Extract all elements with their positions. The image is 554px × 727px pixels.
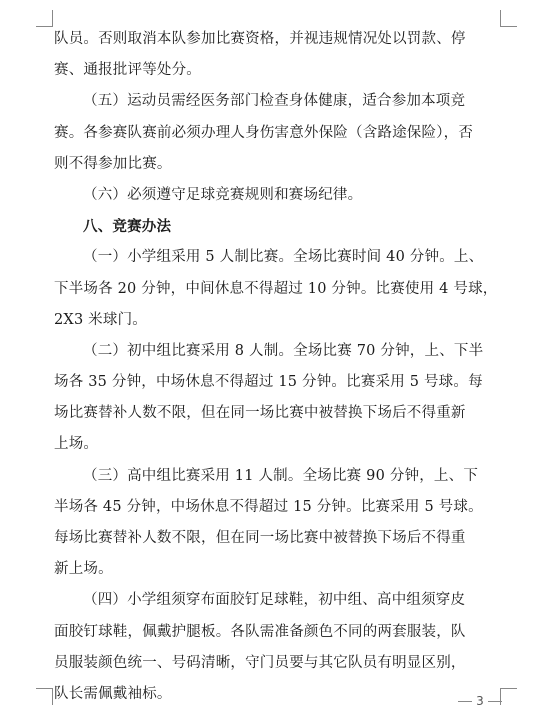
text-line: 赛、通报批评等处分。 [54,62,201,79]
text-line: （一）小学组采用 5 人制比赛。全场比赛时间 40 分钟。上、 [83,249,484,266]
text-line: 赛。各参赛队赛前必须办理人身伤害意外保险（含路途保险），否 [54,124,474,141]
text-line: 场各 35 分钟，中场休息不得超过 15 分钟。比赛采用 5 号球。每 [54,374,483,391]
text-line: 下半场各 20 分钟，中间休息不得超过 10 分钟。比赛使用 4 号球， [54,280,498,297]
document-body [54,24,500,710]
text-line: 2X3 米球门。 [54,311,147,328]
margin-corner-top-left [36,10,53,27]
text-line: 员服装颜色统一、号码清晰，守门员要与其它队员有明显区别， [54,654,466,671]
text-line: （四）小学组须穿布面胶钉足球鞋，初中组、高中组须穿皮 [83,592,466,609]
text-line: 面胶钉球鞋，佩戴护腿板。各队需准备颜色不同的两套服装，队 [54,623,466,640]
text-line: （二）初中组比赛采用 8 人制。全场比赛 70 分钟，上、下半 [83,342,484,359]
footer-dash-right [488,701,502,702]
footer-dash-left [458,701,472,702]
text-line: 场比赛替补人数不限，但在同一场比赛中被替换下场后不得重新 [54,405,466,422]
text-line: （五）运动员需经医务部门检查身体健康，适合参加本项竞 [83,93,466,110]
page-footer [450,694,510,714]
margin-corner-bottom-left [36,688,53,705]
page-number: 3 [476,694,484,708]
text-line: （六）必须遵守足球竞赛规则和赛场纪律。 [83,186,363,203]
section-heading: 八、竞赛办法 [83,218,172,236]
text-line: 新上场。 [54,561,113,578]
margin-corner-top-right [500,10,517,27]
text-line: 则不得参加比赛。 [54,155,172,172]
text-line: 每场比赛替补人数不限，但在同一场比赛中被替换下场后不得重 [54,530,466,546]
text-line: 队员。否则取消本队参加比赛资格，并视违规情况处以罚款、停 [54,31,466,47]
text-line: （三）高中组比赛采用 11 人制。全场比赛 90 分钟，上、下 [83,467,479,484]
text-line: 上场。 [54,436,99,453]
text-line: 队长需佩戴袖标。 [54,685,172,702]
text-line: 半场各 45 分钟，中场休息不得超过 15 分钟。比赛采用 5 号球。 [54,498,483,515]
